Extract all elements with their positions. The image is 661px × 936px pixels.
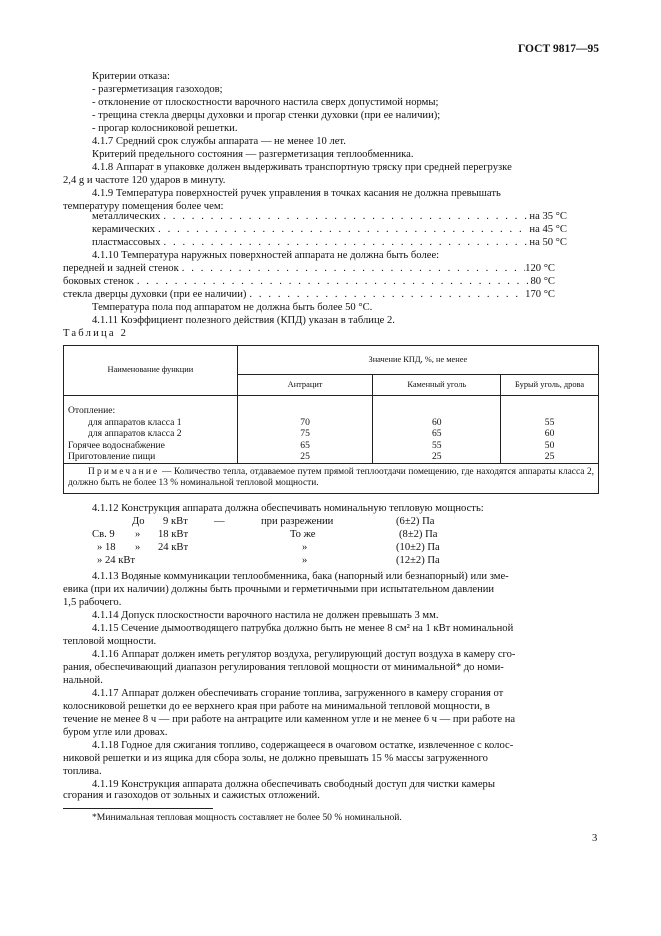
col-header-coal: Каменный уголь	[373, 375, 501, 396]
temp-label: боковых стенок	[63, 276, 134, 287]
clause-4-1-18-cont: топлива.	[63, 766, 102, 777]
table-cell: 50	[544, 439, 555, 451]
clause-4-1-15: 4.1.15 Сечение дымоотводящего патрубка должно быть не менее 8 см² на 1 кВт номинальной	[92, 623, 514, 634]
clause-4-1-8: 4.1.8 Аппарат в упаковке должен выдерживать транспортную тряску при средней перегрузке	[92, 162, 512, 173]
table-cell: 65	[432, 428, 442, 439]
table-cell: 70	[300, 416, 310, 428]
clause-4-1-17-cont: течение не менее 8 ч — при работе на антраците или каменном угле и не менее 6 ч — при работе на	[63, 714, 516, 725]
temp-row-plastic	[92, 237, 567, 250]
clause-4-1-14: 4.1.14 Допуск плоскостности варочного настила не должен превышать 3 мм.	[92, 610, 439, 621]
table-cell: Отопление:	[68, 405, 116, 416]
table-body-row	[64, 396, 599, 464]
power-cell: До	[132, 516, 145, 527]
floor-temp: Температура пола под аппаратом не должна быть более 50 °С.	[92, 302, 373, 313]
temp-row-metal	[92, 211, 567, 224]
clause-4-1-16: 4.1.16 Аппарат должен иметь регулятор воздуха, регулирующий доступ воздуха в камеру сго-	[92, 649, 516, 660]
table-note-label: Примечание	[88, 466, 160, 477]
efficiency-table	[63, 345, 599, 494]
temp-value: 80 °С	[530, 276, 555, 287]
col-header-group: Значение КПД, %, не менее	[237, 346, 598, 375]
power-cell: (12±2) Па	[396, 555, 440, 566]
table-cell: 25	[432, 451, 442, 462]
surface-temp-front-back	[63, 263, 555, 276]
temp-label: передней и задней стенок	[63, 263, 179, 274]
table-note-text: — Количество тепла, отдаваемое путем прямой теплоотдачи помещению, где находятся аппараты класса 2, должно быть не более 13 % номинальной тепловой мощности.	[68, 466, 594, 488]
power-cell: —	[214, 516, 225, 527]
clause-4-1-16-cont: нальной.	[63, 675, 103, 686]
temp-row-ceramic	[92, 224, 567, 237]
brown-coal-values-cell	[501, 396, 599, 464]
clause-4-1-17: 4.1.17 Аппарат должен обеспечивать сгорание топлива, загруженного в камеру сгорания от	[92, 688, 504, 699]
clause-4-1-13-cont: 1,5 рабочего.	[63, 597, 122, 608]
clause-4-1-9-cont: температуру помещения более чем:	[63, 201, 224, 212]
power-cell: (8±2) Па	[399, 529, 438, 540]
surface-temp-glass	[63, 289, 555, 302]
table-caption: Таблица 2	[63, 328, 129, 339]
power-cell: 24 кВт	[158, 542, 189, 553]
clause-4-1-19: 4.1.19 Конструкция аппарата должна обеспечивать свободный доступ для чистки камеры	[92, 779, 495, 790]
footnote-divider	[63, 808, 213, 809]
table-cell: 55	[432, 439, 442, 451]
col-header-brown-coal: Бурый уголь, дрова	[501, 375, 599, 396]
clause-4-1-17-cont: колосниковой решетки до ее верхнего края при работе на минимальной тепловой мощности, в	[63, 701, 490, 712]
power-cell: »	[135, 542, 141, 553]
failure-criterion: - отклонение от плоскостности варочного настила сверх допустимой нормы;	[92, 97, 439, 108]
surface-temp-side	[63, 276, 555, 289]
temp-value: на 50 °С	[529, 237, 567, 248]
power-cell: 18 кВт	[158, 529, 189, 540]
power-cell: То же	[290, 529, 316, 540]
table-cell: 25	[300, 451, 310, 462]
clause-4-1-8-cont: 2,4 g и частоте 120 ударов в минуту.	[63, 175, 226, 186]
clause-4-1-18: 4.1.18 Годное для сжигания топливо, содержащееся в очаговом остатке, извлеченное с колос-	[92, 740, 514, 751]
col-header-function: Наименование функции	[64, 346, 238, 396]
clause-4-1-9: 4.1.9 Температура поверхностей ручек управления в точках касания не должна превышать	[92, 188, 501, 199]
power-cell: 9 кВт	[163, 516, 188, 527]
clause-4-1-12: 4.1.12 Конструкция аппарата должна обеспечивать номинальную тепловую мощность:	[92, 503, 484, 514]
temp-value: на 35 °С	[529, 211, 567, 222]
table-cell: Приготовление пищи	[68, 451, 156, 462]
table-cell: для аппаратов класса 1	[88, 416, 182, 428]
power-cell: »	[302, 542, 308, 553]
power-cell: при разрежении	[261, 516, 334, 527]
power-cell: »	[135, 529, 141, 540]
clause-4-1-17-cont: буром угле или дровах.	[63, 727, 168, 738]
clause-4-1-13-cont: евика (при их наличии) должны быть прочными и герметичными при испытательном давлении	[63, 584, 495, 595]
table-cell	[238, 405, 373, 417]
clause-4-1-13: 4.1.13 Водяные коммуникации теплообменника, бака (напорный или безнапорный) или зме-	[92, 571, 509, 582]
table-cell: 55	[544, 416, 555, 428]
power-cell: » 24 кВт	[97, 555, 136, 566]
clause-4-1-10: 4.1.10 Температура наружных поверхностей аппарата не должна быть более:	[92, 250, 440, 261]
table-cell: Горячее водоснабжение	[68, 439, 165, 451]
power-cell: (10±2) Па	[396, 542, 440, 553]
clause-4-1-19-cont: сгорания и газоходов от зольных и сажистых отложений.	[63, 790, 320, 801]
table-header-row	[64, 346, 599, 375]
power-cell: (6±2) Па	[396, 516, 435, 527]
power-cell: Св. 9	[92, 529, 115, 540]
table-note-row	[64, 463, 599, 494]
failure-criterion: - разгерметизация газоходов;	[92, 84, 223, 95]
page-number: 3	[592, 833, 598, 844]
clause-4-1-11: 4.1.11 Коэффициент полезного действия (КПД) указан в таблице 2.	[92, 315, 395, 326]
clause-4-1-7: 4.1.7 Средний срок службы аппарата — не менее 10 лет.	[92, 136, 346, 147]
table-note	[64, 463, 599, 494]
clause-4-1-18-cont: никовой решетки и из ящика для сбора золы, не должно превышать 15 % массы загруженного	[63, 753, 488, 764]
temp-label: пластмассовых	[92, 237, 161, 248]
temp-value: на 45 °С	[529, 224, 567, 235]
temp-label: керамических	[92, 224, 156, 235]
temp-label: металлических	[92, 211, 161, 222]
temp-value: 120 °С	[525, 263, 555, 274]
table-cell: для аппаратов класса 2	[88, 428, 182, 439]
limit-state-criterion: Критерий предельного состояния — разгерметизация теплообменника.	[92, 149, 414, 160]
clause-4-1-16-cont: рания, обеспечивающий диапазон регулирования тепловой мощности от минимальной* до номи-	[63, 662, 504, 673]
temp-value: 170 °С	[525, 289, 555, 300]
failure-criteria-title: Критерии отказа:	[92, 71, 170, 82]
table-cell: 25	[544, 451, 555, 462]
table-cell	[501, 405, 598, 417]
table-cell: 65	[300, 439, 310, 451]
table-cell: 60	[432, 416, 442, 428]
table-cell	[373, 405, 500, 417]
anthracite-values-cell	[237, 396, 373, 464]
page-header: ГОСТ 9817—95	[518, 43, 599, 55]
footnote: *Минимальная тепловая мощность составляет не более 50 % номинальной.	[92, 812, 402, 823]
failure-criterion: - прогар колосниковой решетки.	[92, 123, 238, 134]
coal-values-cell	[373, 396, 501, 464]
temp-label: стекла дверцы духовки (при ее наличии)	[63, 289, 247, 300]
table-cell: 75	[300, 428, 310, 439]
function-names-cell	[64, 396, 238, 464]
failure-criterion: - трещина стекла дверцы духовки и прогар стенки духовки (при ее наличии);	[92, 110, 441, 121]
power-cell: » 18	[97, 542, 116, 553]
col-header-anthracite: Антрацит	[237, 375, 373, 396]
clause-4-1-15-cont: тепловой мощности.	[63, 636, 157, 647]
table-cell: 60	[544, 428, 555, 439]
power-cell: »	[302, 555, 308, 566]
